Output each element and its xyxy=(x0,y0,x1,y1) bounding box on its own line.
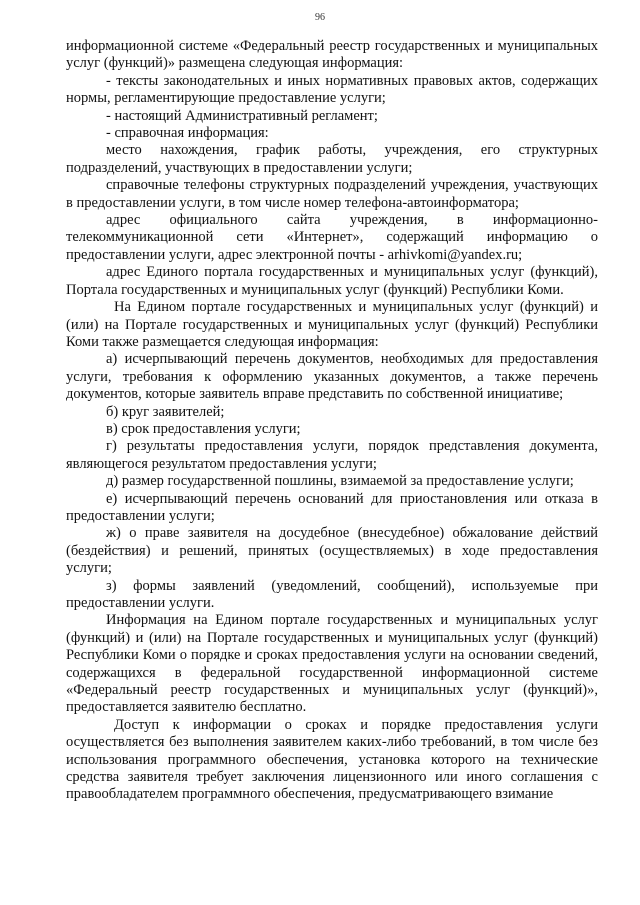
paragraph: Информация на Едином портале государственных и муниципальных услуг (функций) и (или) на Портале государственных и муниципальных услуг (функций) Республики Коми о порядке и сроках предоставления услуги на основании сведений, содержащихся в федеральной государственной информационной системе «Федеральный реестр государственных и муниципальных услуг (функций)», предоставляется заявителю бесплатно. xyxy=(66,612,598,716)
list-item: ж) о праве заявителя на досудебное (внесудебное) обжалование действий (бездействия) и решений, принятых (осуществляемых) в ходе предоставления услуги; xyxy=(66,525,598,577)
paragraph: справочные телефоны структурных подразделений учреждения, участвующих в предоставлении услуги, в том числе номер телефона-автоинформатора; xyxy=(66,177,598,211)
list-item: е) исчерпывающий перечень оснований для приостановления или отказа в предоставлении услуги; xyxy=(66,490,598,524)
list-item: - справочная информация: xyxy=(106,125,269,142)
list-item: з) формы заявлений (уведомлений, сообщений), используемые при предоставлении услуги. xyxy=(66,577,598,611)
list-item: г) результаты предоставления услуги, порядок представления документа, являющегося результатом предоставления услуги; xyxy=(66,438,598,472)
list-item: а) исчерпывающий перечень документов, необходимых для предоставления услуги, требования к оформлению указанных документов, а также перечень документов, которые заявитель вправе представить по собственной инициативе; xyxy=(66,351,598,403)
list-item: б) круг заявителей; xyxy=(106,403,225,420)
page-number: 96 xyxy=(315,12,325,23)
list-item: - настоящий Административный регламент; xyxy=(106,107,378,124)
list-item: - тексты законодательных и иных нормативных правовых актов, содержащих нормы, регламентирующие предоставление услуги; xyxy=(66,72,598,107)
paragraph: На Едином портале государственных и муниципальных услуг (функций) и (или) на Портале государственных и муниципальных услуг (функций) Республики Коми также размещается следующая информация: xyxy=(66,299,598,350)
list-item: в) срок предоставления услуги; xyxy=(106,420,301,437)
list-item: д) размер государственной пошлины, взимаемой за предоставление услуги; xyxy=(106,473,574,490)
document-body xyxy=(66,38,598,804)
paragraph: информационной системе «Федеральный реестр государственных и муниципальных услуг (функций)» размещена следующая информация: xyxy=(66,38,598,72)
paragraph: Доступ к информации о сроках и порядке предоставления услуги осуществляется без выполнения заявителем каких-либо требований, в том числе без использования программного обеспечения, установка которого на технические средства заявителя требует заключения лицензионного или иного соглашения с правообладателем программного обеспечения, предусматривающего взимание xyxy=(66,716,598,803)
paragraph: адрес Единого портала государственных и муниципальных услуг (функций), Портала государственных и муниципальных услуг (функций) Республики Коми. xyxy=(66,264,598,298)
paragraph: место нахождения, график работы, учреждения, его структурных подразделений, участвующих в предоставлении услуги; xyxy=(66,142,598,176)
paragraph: адрес официального сайта учреждения, в информационно-телекоммуникационной сети «Интернет», содержащий информацию о предоставлении услуги, адрес электронной почты - arhivkomi@yandex.ru; xyxy=(66,212,598,263)
